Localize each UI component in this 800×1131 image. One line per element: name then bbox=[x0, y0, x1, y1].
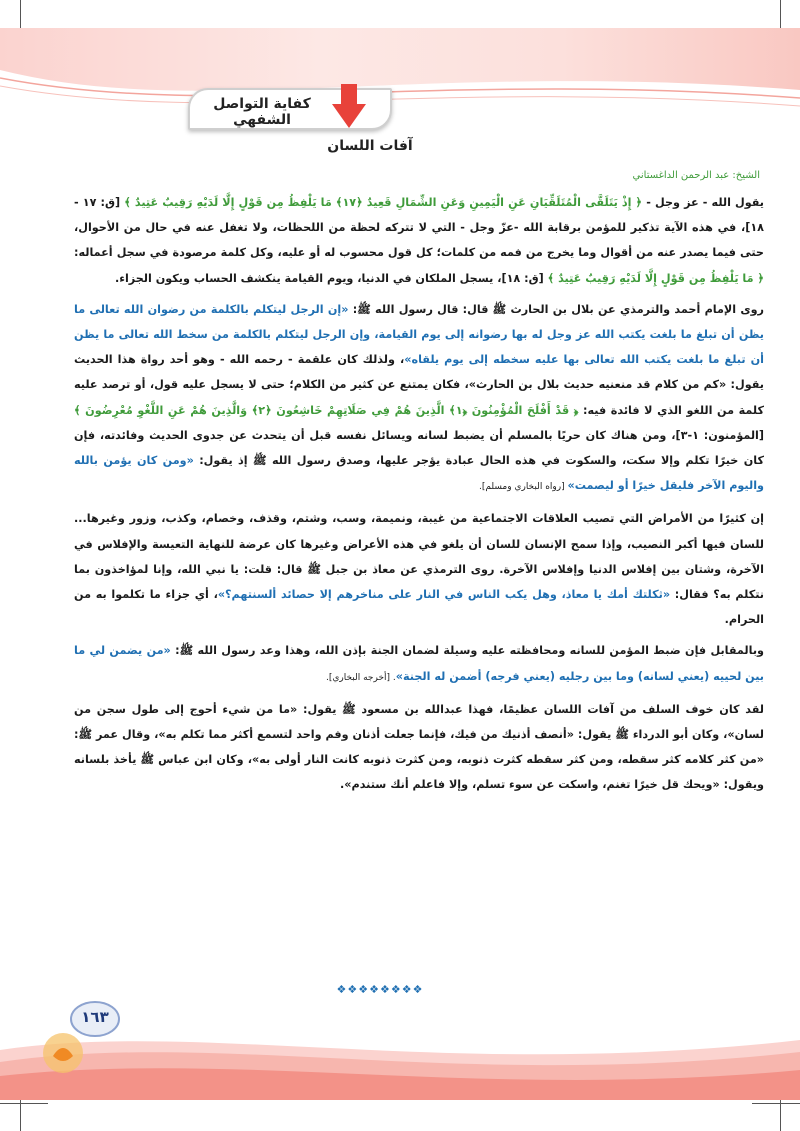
page-number: ١٦٣ bbox=[81, 1008, 109, 1026]
citation: . [أخرجه البخاري]. bbox=[325, 672, 396, 683]
publisher-logo-icon bbox=[38, 1028, 88, 1078]
paragraph bbox=[74, 190, 764, 291]
paragraph bbox=[74, 297, 764, 501]
text-run: [المؤمنون: ١-٣]، ومن هناك كان حريًا بالمسلم أن يضبط لسانه ويسائل نفسه قبل أن يتحدث عن جدوى الحديث وفائدته، فإن كان خيرًا تكلم وإلا سكت، والسكوت في هذه الحال عبادة يؤجر عليها، وصدق رسول الله ﷺ إذ يقول: bbox=[74, 428, 764, 468]
citation: [رواه البخاري ومسلم]. bbox=[479, 482, 568, 493]
article-body bbox=[74, 190, 764, 804]
section-divider: ❖❖❖❖❖❖❖❖ bbox=[336, 983, 424, 996]
crop-mark bbox=[752, 1103, 800, 1104]
text-run: ، ولذلك كان علقمة - رحمه الله - وهو أحد رواة هذا الحديث يقول: «كم من كلام قد منعنيه حديث بلال بن الحارث»، فكان يمتنع عن كثير من الكلام؛ حتى لا يسجل عليه قول، أو ترصد عليه كلمة من اللغو الذي لا فائدة فيه: bbox=[74, 353, 765, 417]
hadith-quote: «إن الرجل ليتكلم بالكلمة من رضوان الله تعالى ما يظن أن تبلغ ما بلغت يكتب الله عز وجل له بها رضوانه إلى يوم القيامة، وإن الرجل ليتكلم بالكلمة من سخط الله تعالى ما يظن أن تبلغ ما بلغت يكتب الله تعالى بها عليه سخطه إلى يوم يلقاه» bbox=[74, 302, 764, 367]
quran-verse: ﴿ مَا يَلْفِظُ مِن قَوْلٍ إِلَّا لَدَيْهِ رَقِيبٌ عَتِيدٌ ﴾ bbox=[547, 271, 764, 285]
text-run: [ق: ١٧ - ١٨]، في هذه الآية تذكير للمؤمن برقابة الله -عزّ وجل - التي لا تتركه لحظة من اللحظات، ولا تغفل عنه في حال من الأحوال، حتى فيما يصدر عنه من أقوال وما يخرج من فمه من كلمات؛ كل قول محسوب له أو عليه، وكل كلمة مرصودة في سجل أعماله: bbox=[74, 196, 764, 260]
quran-verse: ﴿ قَدْ أَفْلَحَ الْمُؤْمِنُونَ ﴿١﴾ الَّذِينَ هُمْ فِي صَلَاتِهِمْ خَاشِعُونَ ﴿٢﴾ وَالَّذِينَ هُمْ عَنِ اللَّغْوِ مُعْرِضُونَ ﴾ bbox=[74, 403, 579, 417]
text-run: [ق: ١٨]، يسجل الملكان في الدنيا، ويوم القيامة ينكشف الحساب ويكون الجزاء. bbox=[114, 271, 548, 285]
hadith-quote: «من يضمن لي ما بين لحييه (يعني لسانه) وما بين رجليه (يعني فرجه) أضمن له الجنة» bbox=[74, 644, 764, 683]
text-run: إن كثيرًا من الأمراض التي تصيب العلاقات الاجتماعية من غيبة، ونميمة، وسب، وشتم، وقذف، وخصام، وكذب، وزور وغيرها... للسان فيها أكبر النصيب، وإذا سمح الإنسان للسان أن يلغو في هذه الأعراض وغيرها كان عرضة للنهاية التعيسة والإفلاس في الآخرة، وشتان بين إفلاس الدنيا وإفلاس الآخرة. روى الترمذي عن معاذ بن جبل ﷺ قال: قلت: يا نبي الله، وإنا لمؤاخذون بما نتكلم به؟ فقال: bbox=[74, 512, 764, 602]
paragraph bbox=[74, 697, 764, 798]
hadith-quote: «ثكلتك أمك يا معاذ، وهل يكب الناس في النار على مناخرهم إلا حصائد ألسنتهم؟» bbox=[217, 588, 671, 602]
page-title: آفات اللسان bbox=[327, 138, 413, 154]
quran-verse: ﴿ إِذْ يَتَلَقَّى الْمُتَلَقِّيَانِ عَنِ الْيَمِينِ وَعَنِ الشِّمَالِ قَعِيدٌ ﴿١٧﴾ مَا يَلْفِظُ مِن قَوْلٍ إِلَّا لَدَيْهِ رَقِيبٌ عَتِيدٌ ﴾ bbox=[124, 196, 643, 209]
section-tab-label: كفاية التواصل الشفهي bbox=[213, 96, 311, 128]
arrow-down-icon bbox=[332, 84, 366, 128]
text-run: ، أي جزاء ما تكلموا به من الحرام. bbox=[74, 588, 764, 627]
crop-mark bbox=[0, 1103, 48, 1104]
text-run: لقد كان خوف السلف من آفات اللسان عظيمًا، فهذا عبدالله بن مسعود ﷺ يقول: «ما من شيء أحوج إلى طول سجن من لسان»، وكان أبو الدرداء ﷺ يقول: «أنصف أذنيك من فيك، فإنما جعلت أذنان وفم واحد لتسمع أكثر مما تكلم به»، وقال عمر ﷺ: «من كثر كلامه كثر سقطه، ومن كثر سقطه كثرت ذنوبه، ومن كثرت ذنوبه كانت النار أولى به»، وكان ابن عباس ﷺ يأخذ بلسانه ويقول: «ويحك قل خيرًا تغنم، واسكت عن سوء تسلم، وإلا فاعلم أنك ستندم». bbox=[74, 702, 764, 792]
hadith-quote: «ومن كان يؤمن بالله واليوم الآخر فليقل خيرًا أو ليصمت» bbox=[74, 454, 764, 493]
paragraph bbox=[74, 506, 764, 632]
header-wave bbox=[0, 60, 800, 140]
text-run: روى الإمام أحمد والترمذي عن بلال بن الحارث ﷺ قال: قال رسول الله ﷺ: bbox=[348, 302, 764, 316]
text-run: وبالمقابل فإن ضبط المؤمن للسانه ومحافظته عليه وسيلة لضمان الجنة بإذن الله، وهذا وعد رسول الله ﷺ: bbox=[170, 644, 764, 658]
author-line: الشيخ: عبد الرحمن الداغستاني bbox=[632, 170, 760, 181]
footer-wave bbox=[0, 1020, 800, 1100]
paragraph bbox=[74, 638, 764, 690]
text-run: يقول الله - عز وجل - bbox=[642, 196, 764, 209]
